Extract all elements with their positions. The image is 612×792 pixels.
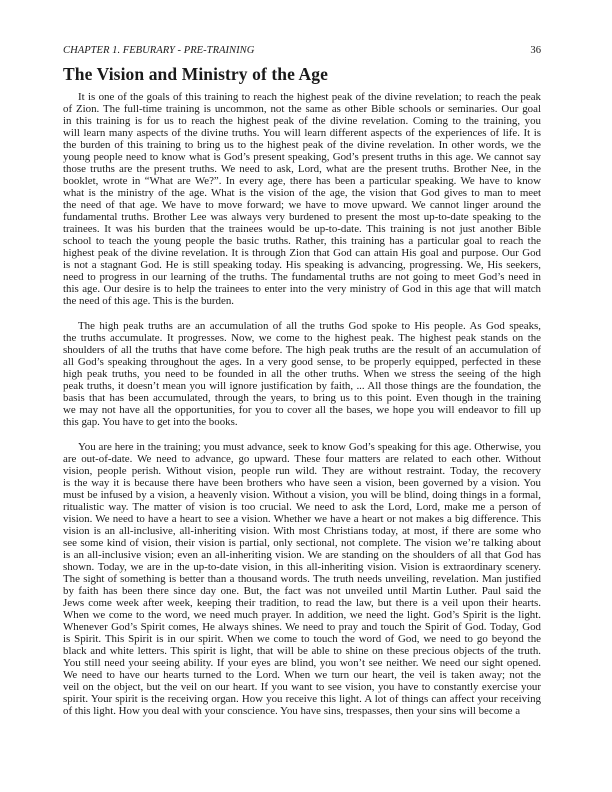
text-line: is not a stagnant God. He is still speaking today. His speaking is advancing, progressing. We, His seekers, <box>63 259 541 271</box>
text-line: we may not have all the opportunities, for you to cover all the bases, we hope you will endeavor to fill up <box>63 404 541 416</box>
text-line: see some kind of vision, their vision is partial, only sectional, not complete. The vision we’re talking about <box>63 537 541 549</box>
text-line: by faith has been there since day one. But, the fact was not unveiled until Martin Luther. Paul said the <box>63 585 541 597</box>
text-line: When we come to the word, we need much prayer. In addition, we need the light. God’s Spirit is the light. <box>63 609 541 621</box>
text-line: must be infused by a vision, a heavenly vision. Without a vision, you will be blind, doing things in a formal, <box>63 489 541 501</box>
text-line: the need of this age. This is the burden. <box>63 295 234 307</box>
text-line: are out-of-date. We need to advance, go upward. These four matters are related to each other. Without <box>63 453 541 465</box>
text-line: is Spirit. This Spirit is in our spirit. When we come to touch the word of God, we need to go beyond the <box>63 633 541 645</box>
text-line: highest peak of the divine revelation. It is through Zion that God can attain His goal and purpose. Our God <box>63 247 541 259</box>
text-line: is an all-inclusive vision; even an all-inheriting vision. We are standing on the shoulders of all that God has <box>63 549 541 561</box>
text-line: Whenever God’s Spirit comes, He always shines. We need to pray and touch the Spirit of God. Today, God <box>63 621 541 633</box>
page-number: 36 <box>530 45 541 56</box>
text-line: basis that has been accumulated, through the years, to bring us to this point. Even though in the training <box>63 392 541 404</box>
text-line: will learn many aspects of the divine truths. You will learn different aspects of the experiences of life. It is <box>63 127 541 139</box>
text-line: of Zion. The full-time training is uncommon, not the same as other Bible schools or seminaries. Our goal <box>63 103 541 115</box>
text-line: in this training is for us to reach the highest peak of the divine revelation. Coming to the training, you <box>63 115 541 127</box>
text-line: veil on the object, but the veil on our heart. If you want to see vision, you have to constantly exercise your <box>63 681 541 693</box>
text-line: vision is an all-inclusive, all-inheriting vision. With most Christians today, at most, if there are some who <box>63 525 541 537</box>
text-line: booklet, wrote in “What are We?”. In every age, there has been a particular speaking. We have to know <box>63 175 541 187</box>
text-line: The sight of something is better than a thousand words. The truth needs unveiling, revelation. Man justified <box>63 573 541 585</box>
paragraph <box>63 441 541 717</box>
text-line: peak truths, it doesn’t mean you will ignore justification by faith, ... All those things are the foundation, the <box>63 380 541 392</box>
text-line: vision. We need to have a heart to see a vision. Whether we have a heart or not makes a big difference. This <box>63 513 541 525</box>
text-line: trainees. It was his burden that the trainees would be up-to-date. This training is not just another Bible <box>63 223 541 235</box>
text-line: this age. Our desire is to help the trainees to enter into the very ministry of God in this age that will match <box>63 283 541 295</box>
text-line: ritualistic way. The matter of vision is too crucial. We need to ask the Lord, Lord, make me a person of <box>63 501 541 513</box>
text-line: black and white letters. This spirit is light, that will be able to shine on these precious objects of the truth. <box>63 645 541 657</box>
text-line: what is the ministry of the age. What is the vision of the age, the vision that God gives to man to meet <box>63 187 541 199</box>
text-line: the need of that age. We have to move forward; we have to move upward. We cannot linger around the <box>63 199 541 211</box>
running-header <box>63 45 541 57</box>
text-line: those truths are the present truths. We need to ask, Lord, what are the present truths. Brother Nee, in the <box>63 163 541 175</box>
text-line: the burden of this training to bring us to the highest peak of the divine revelation. In other words, we the <box>63 139 541 151</box>
text-line: It is one of the goals of this training to reach the highest peak of the divine revelation; to reach the peak <box>78 91 541 103</box>
text-line: vision, people perish. Without vision, people run wild. They are without restraint. Today, the recovery <box>63 465 541 477</box>
text-line: The high peak truths are an accumulation of all the truths God spoke to His people. As God speaks, <box>78 320 541 332</box>
text-line: Jews come week after week, keeping their tradition, to read the law, but there is a veil upon their hearts. <box>63 597 541 609</box>
text-line: You are here in the training; you must advance, seek to know God’s speaking for this age. Otherwise, you <box>78 441 541 453</box>
running-title: CHAPTER 1. FEBURARY - PRE-TRAINING <box>63 45 255 56</box>
text-line: spirit. Your spirit is the receiving organ. How you receive this light. A lot of things can affect your receiving <box>63 693 541 705</box>
text-line: of this light. How you deal with your conscience. You have sins, trespasses, then your sins will become a <box>63 705 521 717</box>
text-line: young people need to know what is God’s present speaking, God’s present truths in this age. We cannot say <box>63 151 541 163</box>
text-line: high peak truths, you need to be founded in all the other truths. When we stress the seeing of the high <box>63 368 541 380</box>
text-line: this gap. You have to get into the books. <box>63 416 238 428</box>
text-line: the truths accumulate. It progresses. Now, we come to the highest peak. The highest peak stands on the <box>63 332 541 344</box>
section-title: The Vision and Ministry of the Age <box>63 64 328 84</box>
paragraph <box>63 91 541 307</box>
paragraph <box>63 320 541 428</box>
text-line: We need to have our hearts turned to the Lord. When we turn our heart, the veil is taken away; not the <box>63 669 541 681</box>
text-line: school to teach the young people the basic truths. Rather, this training has a particular goal to reach the <box>63 235 541 247</box>
text-line: is the way it is because there have been brothers who have seen a vision, been governed by a vision. You <box>63 477 541 489</box>
text-line: fundamental truths. Brother Lee was always very burdened to present the most up-to-date speaking to the <box>63 211 541 223</box>
text-line: need to progress in our learning of the truths. The fundamental truths are not going to meet God’s need in <box>63 271 541 283</box>
text-line: You still need your seeing ability. If your eyes are blind, you won’t see neither. We need our sight opened. <box>63 657 541 669</box>
text-line: all God’s speaking throughout the ages. In a very good sense, to be properly equipped, perfected in these <box>63 356 541 368</box>
body-text <box>63 91 541 730</box>
text-line: shown. Today, we are in the up-to-date vision, in this all-inheriting vision. Vision is extraordinary scenery. <box>63 561 541 573</box>
text-line: shoulders of all the truths that have come before. The high peak truths are the result of an accumulation of <box>63 344 541 356</box>
